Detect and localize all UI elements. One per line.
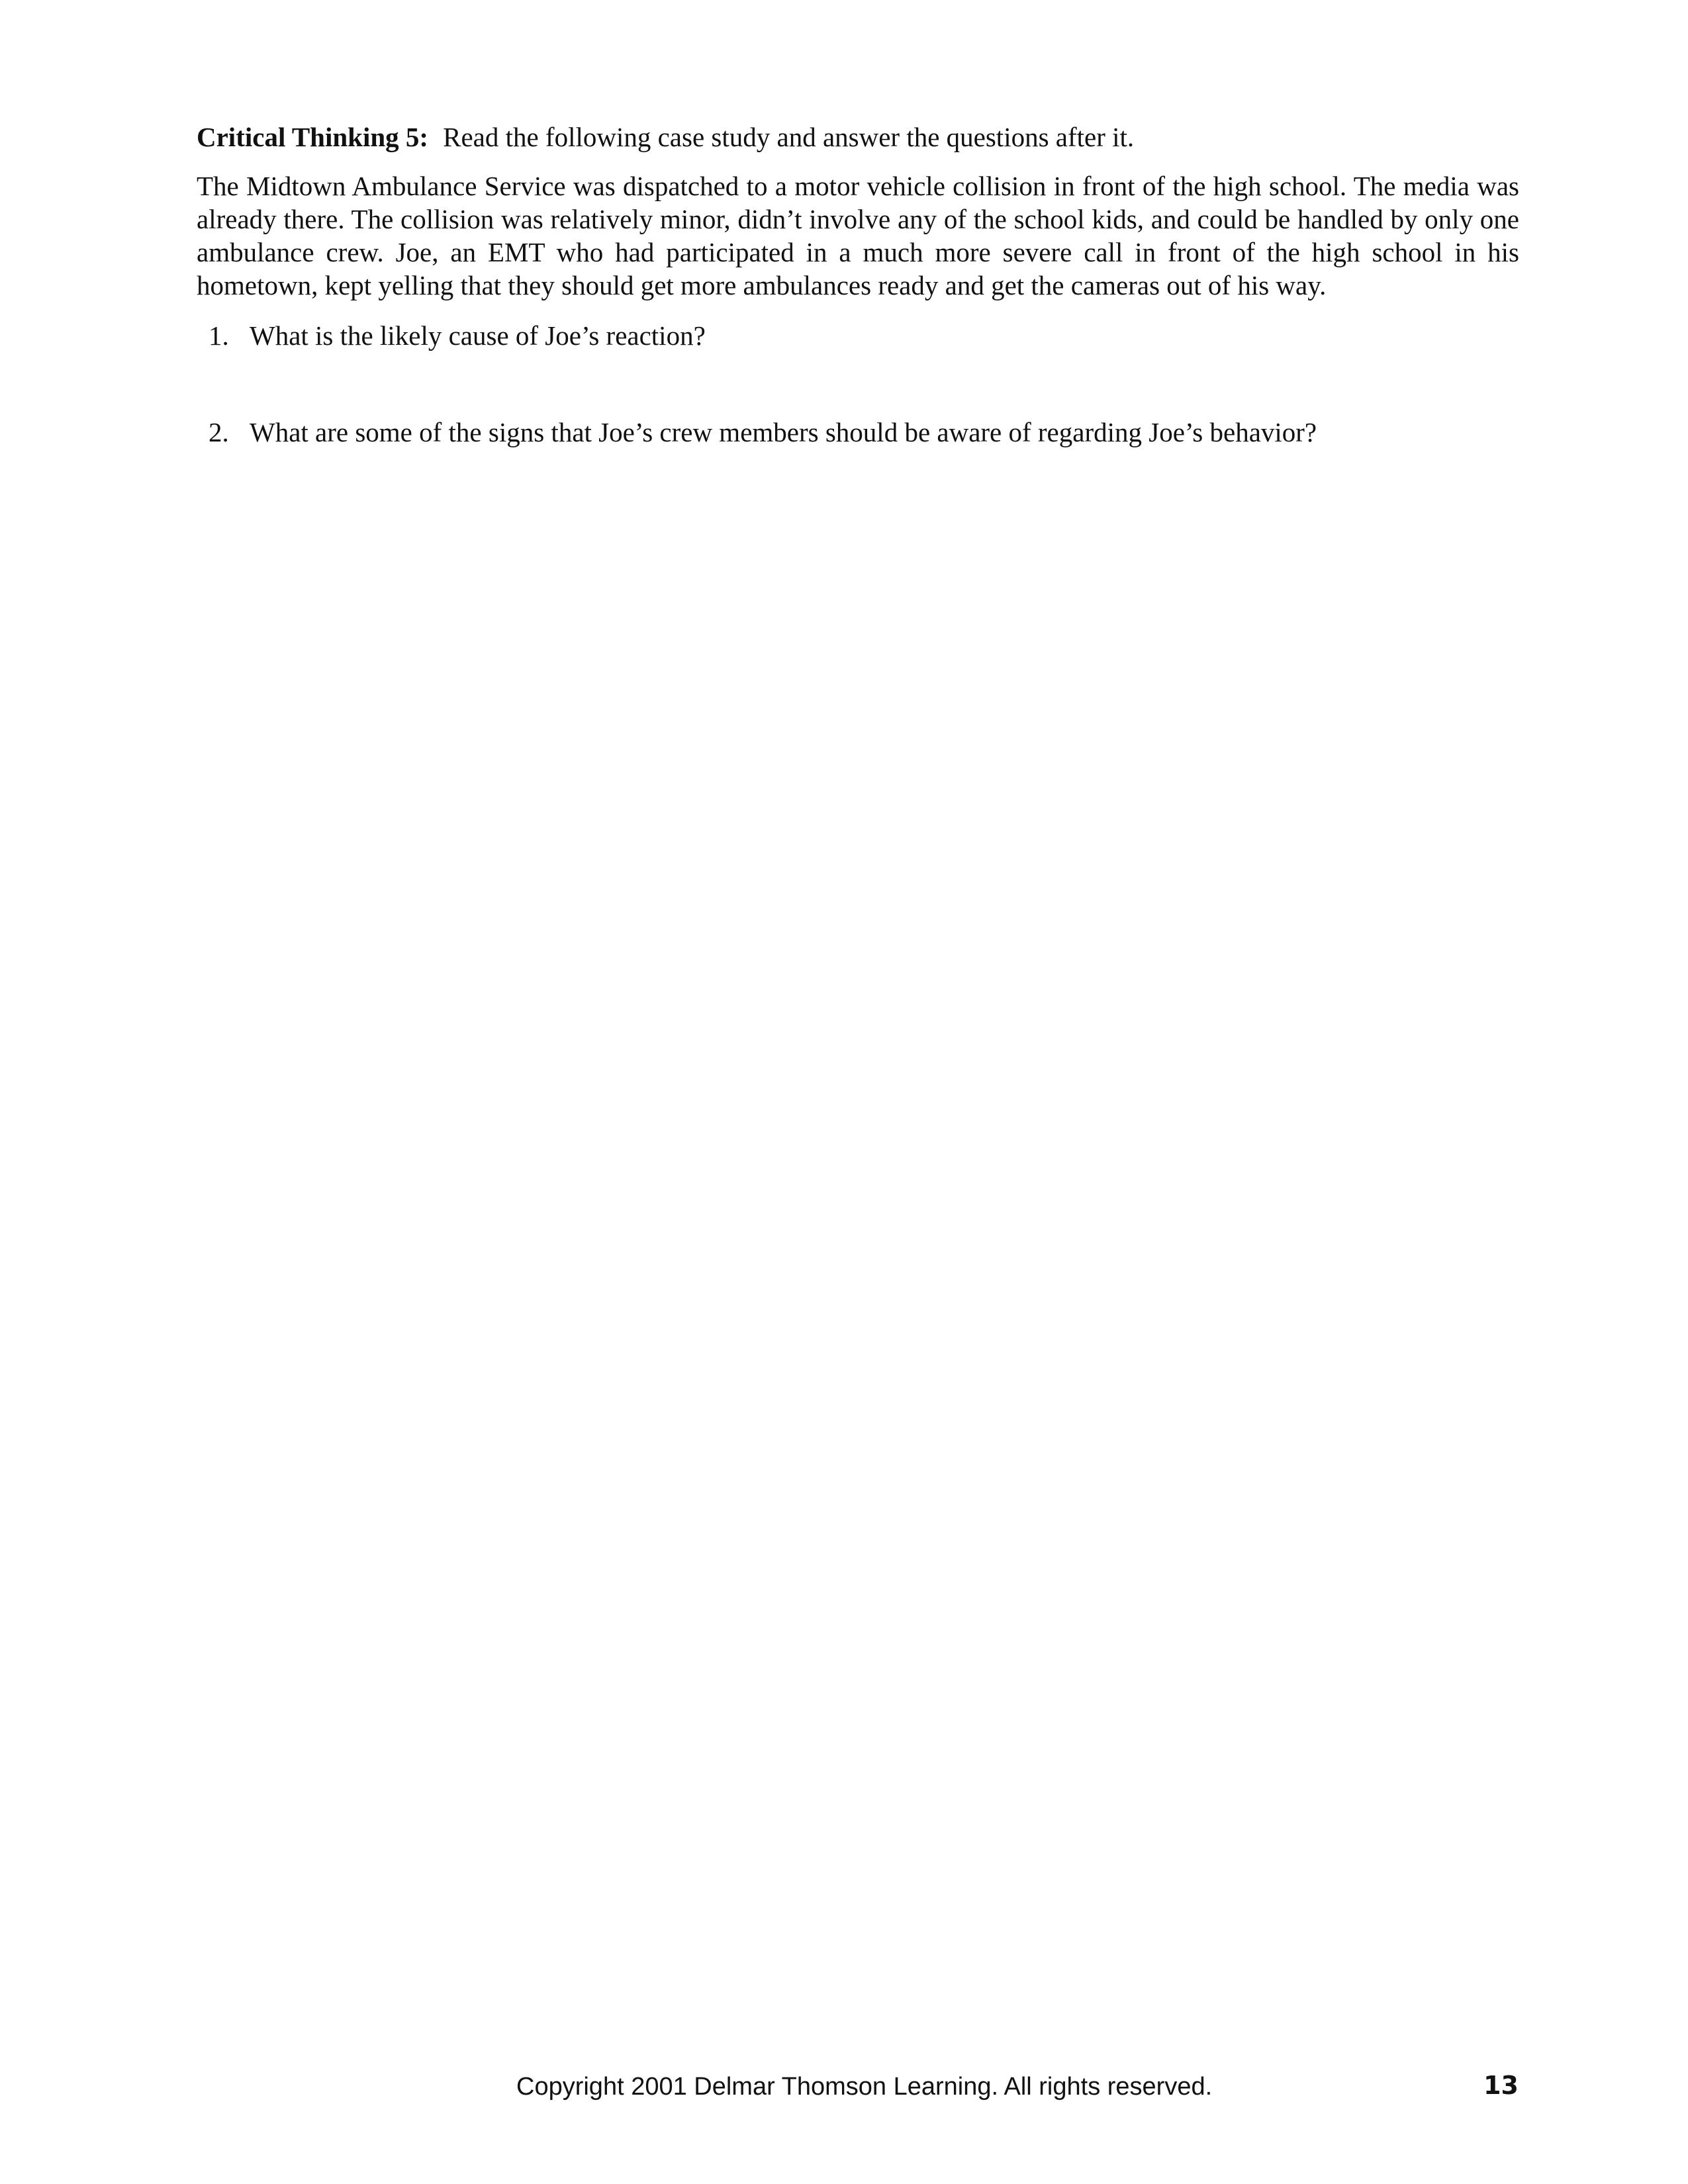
question-item	[197, 416, 1519, 449]
question-text: What is the likely cause of Joe’s reaction?	[250, 320, 706, 351]
exercise-instruction: Read the following case study and answer the questions after it.	[443, 122, 1135, 152]
question-number: 2.	[209, 417, 229, 447]
question-item	[197, 319, 1519, 352]
question-number: 1.	[209, 320, 229, 351]
exercise-label: Critical Thinking 5:	[197, 122, 429, 152]
case-study-paragraph: The Midtown Ambulance Service was dispatched to a motor vehicle collision in front of the high school. The media was already there. The collision was relatively minor, didn’t involve any of the school kids, and could be handled by only one ambulance crew. Joe, an EMT who had participated in a much more severe call in front of the high school in his hometown, kept yelling that they should get more ambulances ready and get the cameras out of his way.	[197, 171, 1519, 300]
question-text: What are some of the signs that Joe’s crew members should be aware of regarding Joe’s behavior?	[250, 417, 1317, 447]
exercise-heading	[197, 120, 1519, 154]
page-number: 13	[1483, 2071, 1519, 2100]
worksheet-content	[197, 120, 1519, 449]
copyright-notice: Copyright 2001 Delmar Thomson Learning. All rights reserved.	[516, 2073, 1213, 2101]
